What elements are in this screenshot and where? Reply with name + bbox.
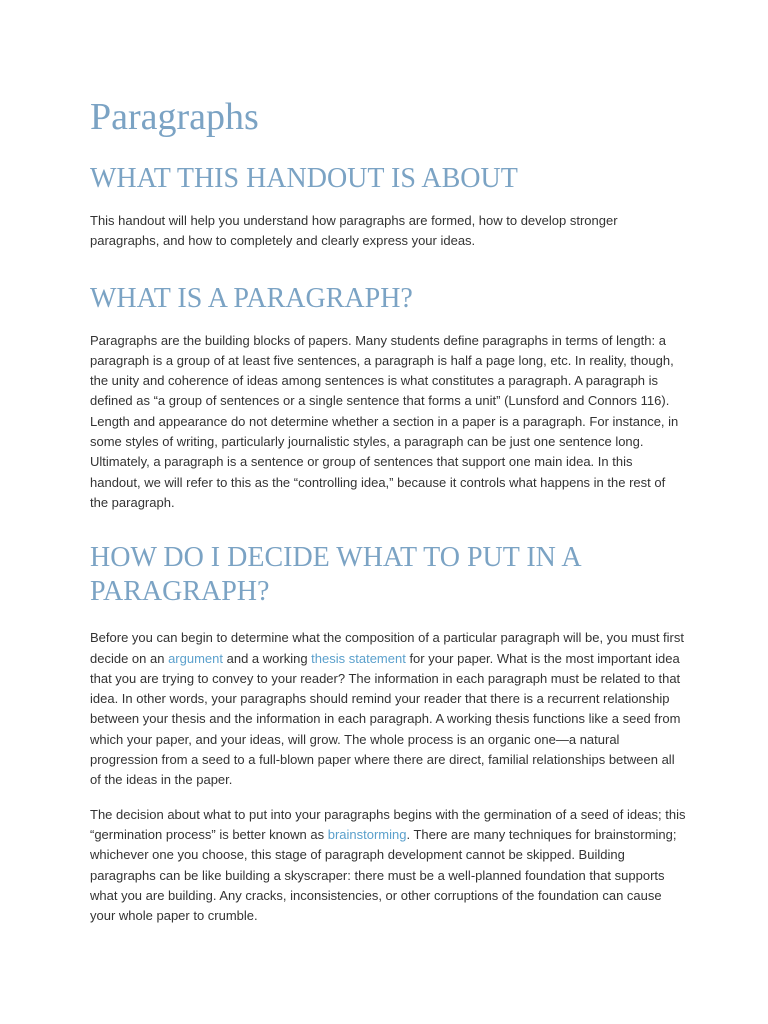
page-title: Paragraphs [90,96,259,138]
argument-link[interactable]: argument [168,650,223,666]
thesis-statement-link[interactable]: thesis statement [311,650,406,666]
text-segment: . There are many techniques for brainstorming; whichever one you choose, this stage of paragraph development cannot be skipped. Building paragraphs can be like building a skyscraper: there must be a well-planned foundation that supports what you are building. Any cracks, inconsistencies, or other corruptions of the foundation can cause your whole paper to crumble. [90,826,677,924]
brainstorming-link[interactable]: brainstorming [327,826,407,842]
text-segment: and a working [223,650,312,666]
paragraph-how-2 [90,805,686,927]
heading-what-is-a-paragraph: WHAT IS A PARAGRAPH? [90,282,413,314]
paragraph-what-is: Paragraphs are the building blocks of papers. Many students define paragraphs in terms of length: a paragraph is a group of at least five sentences, a paragraph is half a page long, etc. In reality, though, the unity and coherence of ideas among sentences is what constitutes a paragraph. A paragraph is defined as “a group of sentences or a single sentence that forms a unit” (Lunsford and Connors 116). Length and appearance do not determine whether a section in a paper is a paragraph. For instance, in some styles of writing, particularly journalistic styles, a paragraph can be just one sentence long. Ultimately, a paragraph is a sentence or group of sentences that support one main idea. In this handout, we will refer to this as the “controlling idea,” because it controls what happens in the rest of the paragraph. [90,332,679,510]
text-segment: The decision about what to put into your paragraphs begins with the germination of a seed of ideas; this “germination process” is better known as [90,806,686,842]
paragraph-about: This handout will help you understand how paragraphs are formed, how to develop stronger paragraphs, and how to completely and clearly express your ideas. [90,213,618,249]
text-segment: Before you can begin to determine what the composition of a particular paragraph will be, you must first decide on an [90,630,684,666]
paragraph-how-1 [90,628,686,790]
heading-how-do-i-decide: HOW DO I DECIDE WHAT TO PUT IN A PARAGRAPH? [90,542,581,608]
document-page [90,94,686,926]
text-segment: for your paper. What is the most important idea that you are trying to convey to your reader? The information in each paragraph must be related to that idea. In other words, your paragraphs should remind your reader that there is a recurrent relationship between your thesis and the information in each paragraph. A working thesis functions like a seed from which your paper, and your ideas, will grow. The whole process is an organic one—a natural progression from a seed to a full-blown paper where there are direct, familial relationships between all of the ideas in the paper. [90,650,681,788]
heading-what-this-handout-is-about: WHAT THIS HANDOUT IS ABOUT [90,163,518,194]
